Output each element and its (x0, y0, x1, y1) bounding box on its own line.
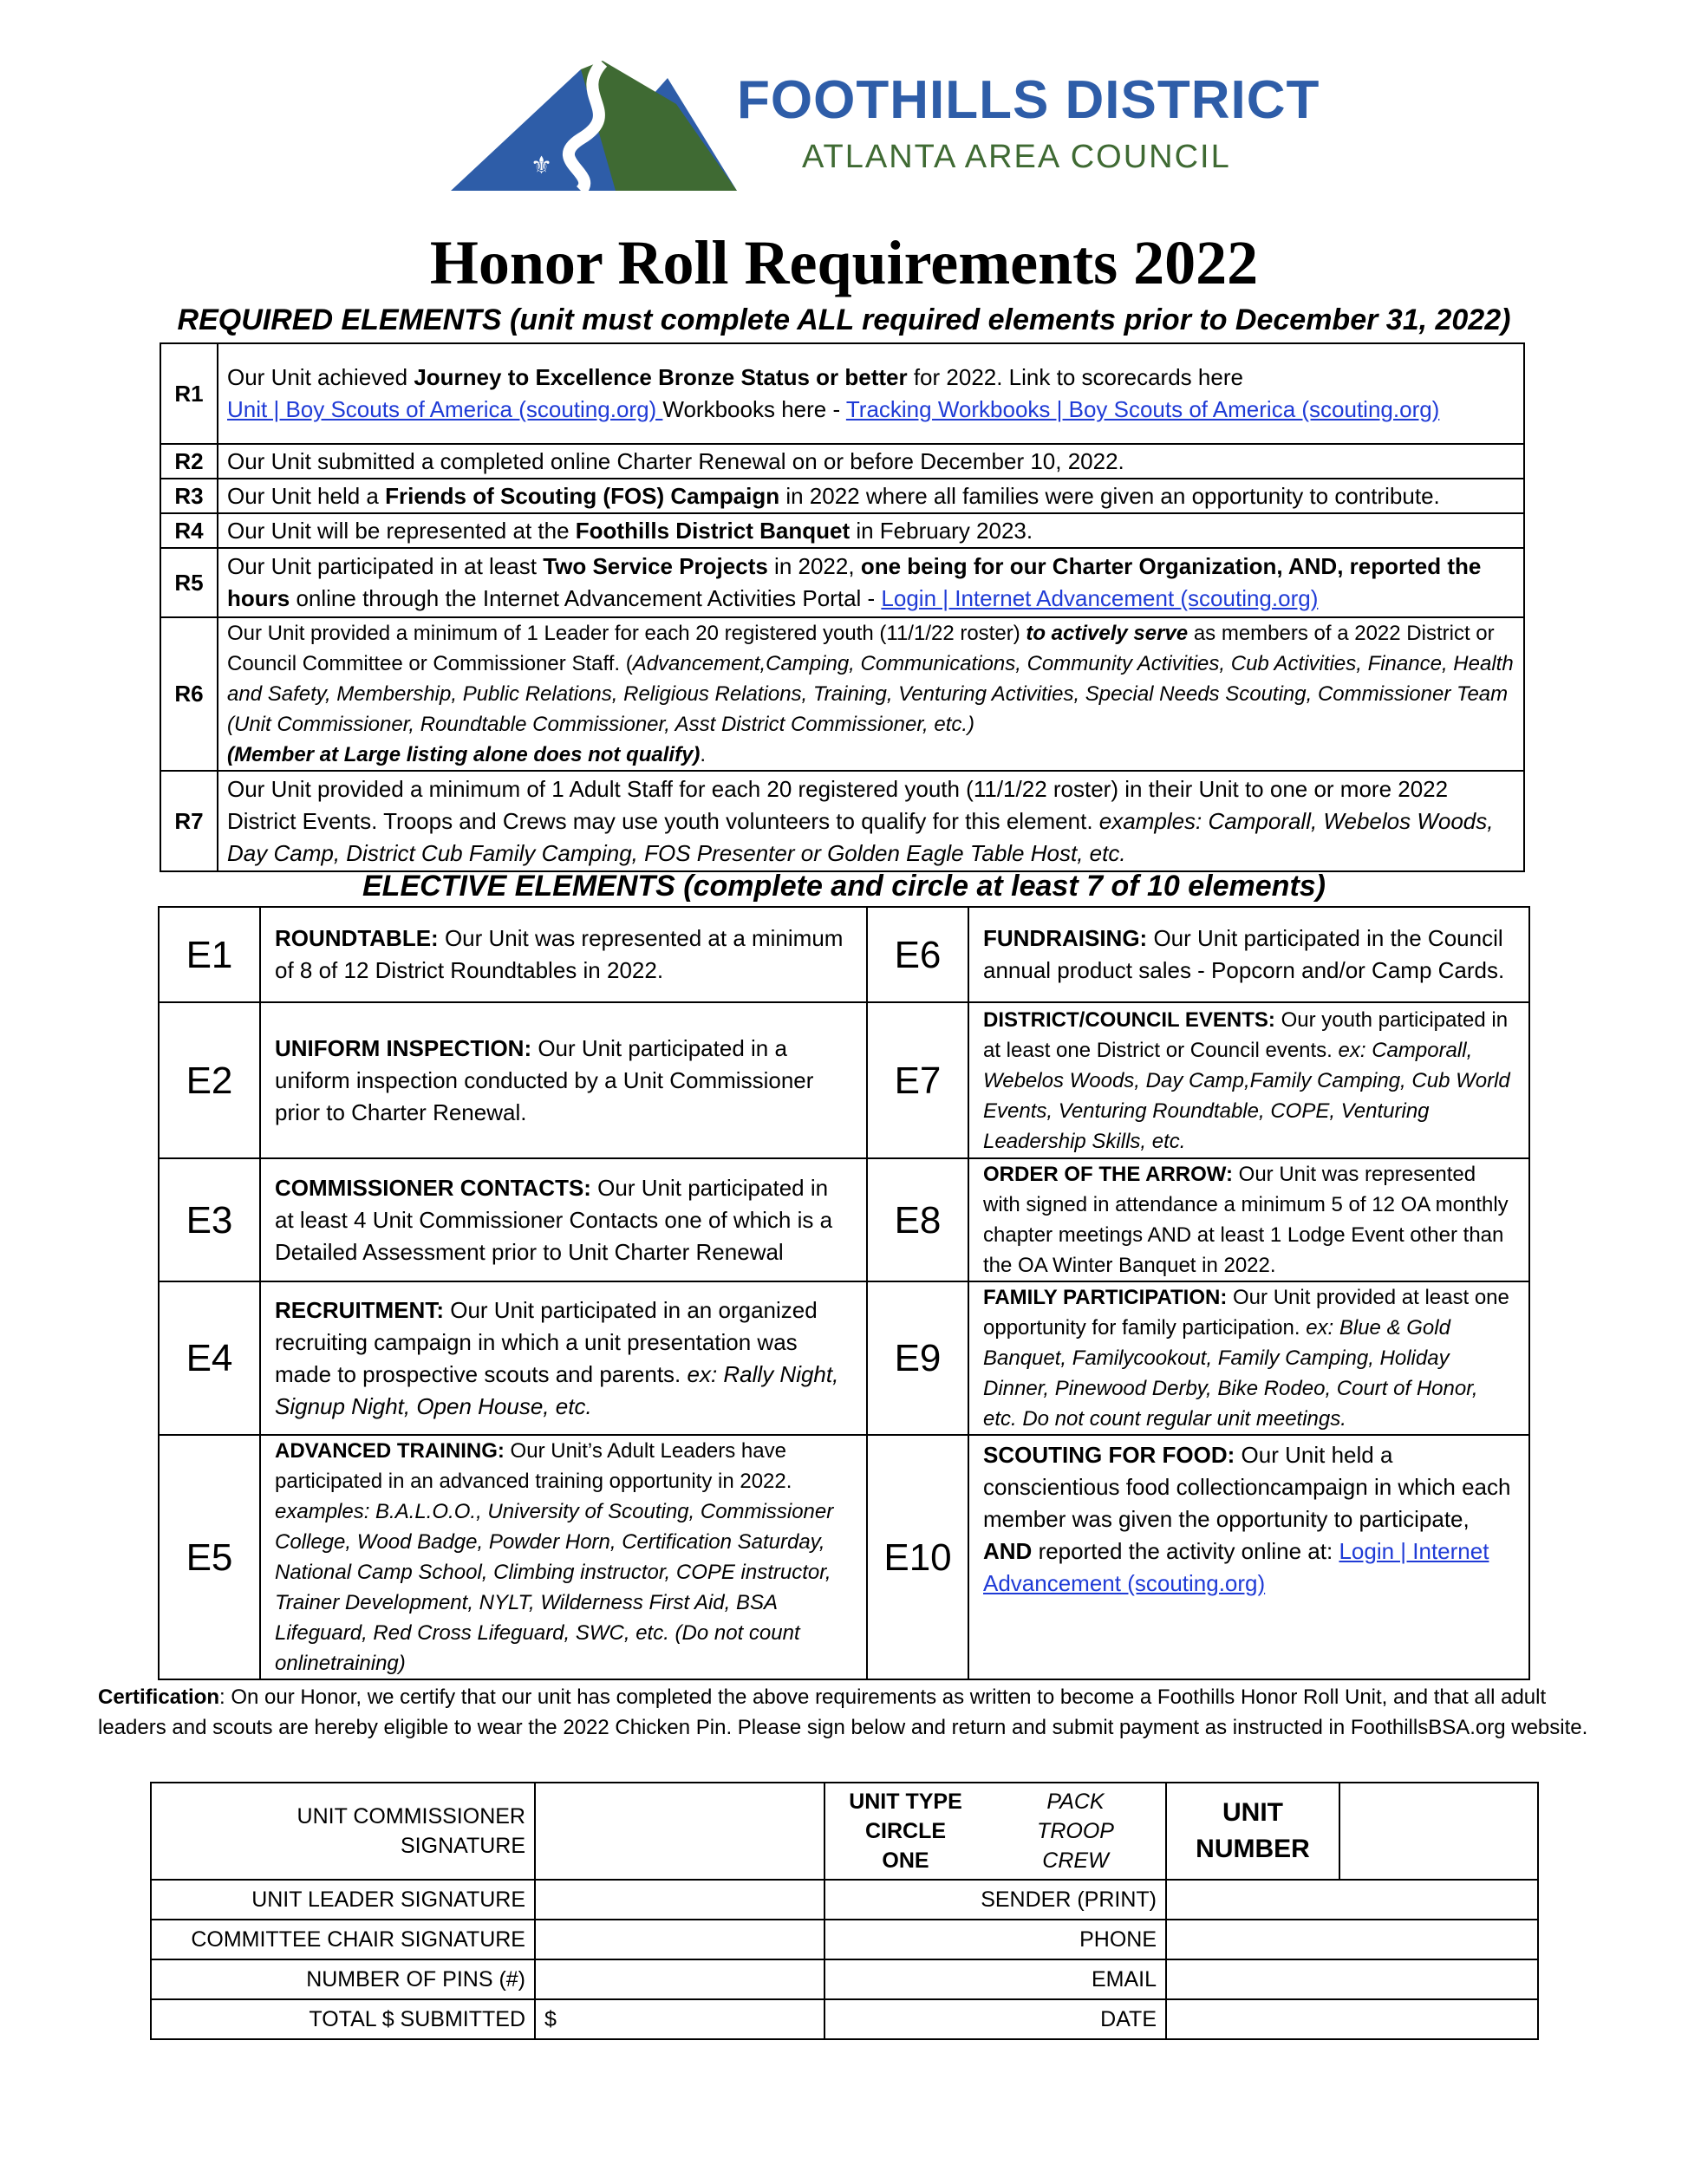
req-id: R1 (160, 343, 218, 444)
req-text: Our Unit provided a minimum of 1 Leader for each 20 registered youth (11/1/22 roster) to actively serve as members of a 2022 District or Council Committee or Commissioner Staff. (Advancement,Camping, Communications, Community Activities, Cub Activities, Finance, Health and Safety, Membership, Public Relations, Religious Relations, Training, Venturing Activities, Special Needs Scouting, Commissioner Team (Unit Commissioner, Roundtable Commissioner, Asst District Commissioner, etc.) (Member at Large listing alone does not qualify). (218, 617, 1524, 771)
req-text: Our Unit provided a minimum of 1 Adult Staff for each 20 registered youth (11/1/22 roster) in their Unit to one or more 2022 District Events. Troops and Crews may use youth volunteers to qualify for this element. examples: Camporall, Webelos Woods, Day Camp, District Cub Family Camping, FOS Presenter or Golden Eagle Table Host, etc. (218, 771, 1524, 871)
required-row (160, 548, 1524, 617)
req-id: R3 (160, 479, 218, 513)
committee-chair-label: COMMITTEE CHAIR SIGNATURE (151, 1920, 535, 1959)
elective-table (158, 906, 1530, 1680)
req-id: R4 (160, 513, 218, 548)
svg-text:⚜: ⚜ (531, 151, 553, 179)
elective-text: FAMILY PARTICIPATION: Our Unit provided at least one opportunity for family participation. ex: Blue & Gold Banquet, Familycookout, Family Camping, Holiday Dinner, Pinewood Derby, Bike Rodeo, Court of Honor, etc. Do not count regular unit meetings. (968, 1281, 1529, 1435)
required-row (160, 513, 1524, 548)
unit-number-field[interactable] (1339, 1783, 1538, 1880)
elective-id: E1 (159, 907, 260, 1002)
elective-id: E3 (159, 1158, 260, 1281)
elective-text: UNIFORM INSPECTION: Our Unit participated in a uniform inspection conducted by a Unit Commissioner prior to Charter Renewal. (260, 1002, 867, 1158)
elective-id: E9 (867, 1281, 968, 1435)
advancement-link[interactable]: Login | Internet Advancement (scouting.org) (983, 1538, 1489, 1596)
elective-id: E5 (159, 1435, 260, 1679)
email-label: EMAIL (824, 1959, 1166, 1999)
elective-id: E6 (867, 907, 968, 1002)
logo-subtitle: ATLANTA AREA COUNCIL (802, 139, 1231, 175)
workbooks-link[interactable]: Tracking Workbooks | Boy Scouts of America (scouting.org) (845, 396, 1440, 422)
phone-label: PHONE (824, 1920, 1166, 1959)
req-text: Our Unit achieved Journey to Excellence Bronze Status or better for 2022. Link to scorecards here Unit | Boy Scouts of America (scouting.org) Workbooks here - Tracking Workbooks | Boy Scouts of America (scouting.org) (218, 343, 1524, 444)
total-field[interactable]: $ (535, 1999, 824, 2039)
pins-label: NUMBER OF PINS (#) (151, 1959, 535, 1999)
elective-text: RECRUITMENT: Our Unit participated in an organized recruiting campaign in which a unit presentation was made to prospective scouts and parents. ex: Rally Night, Signup Night, Open House, etc. (260, 1281, 867, 1435)
elective-text: COMMISSIONER CONTACTS: Our Unit participated in at least 4 Unit Commissioner Contacts one of which is a Detailed Assessment prior to Unit Charter Renewal (260, 1158, 867, 1281)
req-text: Our Unit held a Friends of Scouting (FOS) Campaign in 2022 where all families were given an opportunity to contribute. (218, 479, 1524, 513)
unit-leader-label: UNIT LEADER SIGNATURE (151, 1880, 535, 1920)
required-row (160, 617, 1524, 771)
req-id: R2 (160, 444, 218, 479)
elective-row (159, 1002, 1529, 1158)
advancement-link[interactable]: Login | Internet Advancement (scouting.org) (881, 585, 1319, 611)
required-row (160, 771, 1524, 871)
elective-text: DISTRICT/COUNCIL EVENTS: Our youth participated in at least one District or Council events. ex: Camporall, Webelos Woods, Day Camp,Family Camping, Cub World Events, Venturing Roundtable, COPE, Venturing Leadership Skills, etc. (968, 1002, 1529, 1158)
signature-table (150, 1782, 1539, 2040)
mountain-logo-icon (451, 52, 746, 208)
elective-row (159, 1281, 1529, 1435)
req-text: Our Unit will be represented at the Foothills District Banquet in February 2023. (218, 513, 1524, 548)
elective-text: FUNDRAISING: Our Unit participated in the Council annual product sales - Popcorn and/or Camp Cards. (968, 907, 1529, 1002)
elective-id: E7 (867, 1002, 968, 1158)
elective-heading: ELECTIVE ELEMENTS (complete and circle at least 7 of 10 elements) (362, 870, 1326, 903)
unit-leader-signature-field[interactable] (535, 1880, 824, 1920)
elective-row (159, 907, 1529, 1002)
required-heading: REQUIRED ELEMENTS (unit must complete ALL required elements prior to December 31, 2022) (177, 303, 1511, 336)
elective-id: E4 (159, 1281, 260, 1435)
phone-field[interactable] (1166, 1920, 1538, 1959)
email-field[interactable] (1166, 1959, 1538, 1999)
sender-field[interactable] (1166, 1880, 1538, 1920)
elective-text: ROUNDTABLE: Our Unit was represented at a minimum of 8 of 12 District Roundtables in 2022. (260, 907, 867, 1002)
elective-row (159, 1158, 1529, 1281)
unit-type-label: UNIT TYPE CIRCLE ONE (824, 1783, 986, 1880)
req-id: R7 (160, 771, 218, 871)
certification-text: Certification: On our Honor, we certify that our unit has completed the above requirements as written to become a Foothills Honor Roll Unit, and that all adult leaders and scouts are hereby eligible to wear the 2022 Chicken Pin. Please sign below and return and submit payment as instructed in FoothillsBSA.org website. (98, 1685, 1588, 1739)
elective-id: E2 (159, 1002, 260, 1158)
elective-text: ORDER OF THE ARROW: Our Unit was represented with signed in attendance a minimum 5 of 12 OA monthly chapter meetings AND at least 1 Lodge Event other than the OA Winter Banquet in 2022. (968, 1158, 1529, 1281)
unit-number-label: UNIT NUMBER (1166, 1783, 1339, 1880)
req-text: Our Unit submitted a completed online Charter Renewal on or before December 10, 2022. (218, 444, 1524, 479)
district-logo (451, 52, 1320, 208)
elective-text: ADVANCED TRAINING: Our Unit’s Adult Leaders have participated in an advanced training opportunity in 2022. examples: B.A.L.O.O., University of Scouting, Commissioner College, Wood Badge, Powder Horn, Certification Saturday, National Camp School, Climbing instructor, COPE instructor, Trainer Development, NYLT, Wilderness First Aid, BSA Lifeguard, Red Cross Lifeguard, SWC, etc. (Do not count onlinetraining) (260, 1435, 867, 1679)
page-title: Honor Roll Requirements 2022 (429, 228, 1259, 297)
required-row (160, 479, 1524, 513)
req-id: R6 (160, 617, 218, 771)
scorecard-link[interactable]: Unit | Boy Scouts of America (scouting.org) (227, 396, 663, 422)
required-table (160, 342, 1525, 872)
date-label: DATE (824, 1999, 1166, 2039)
elective-id: E10 (867, 1435, 968, 1679)
committee-chair-signature-field[interactable] (535, 1920, 824, 1959)
unit-commissioner-signature-field[interactable] (535, 1783, 824, 1880)
pins-field[interactable] (535, 1959, 824, 1999)
required-row (160, 343, 1524, 444)
elective-text: SCOUTING FOR FOOD: Our Unit held a conscientious food collectioncampaign in which each member was given the opportunity to participate, AND reported the activity online at: Login | Internet Advancement (scouting.org) (968, 1435, 1529, 1679)
unit-commissioner-label: UNIT COMMISSIONER SIGNATURE (151, 1783, 535, 1880)
req-text: Our Unit participated in at least Two Service Projects in 2022, one being for our Charter Organization, AND, reported the hours online through the Internet Advancement Activities Portal - Login | Internet Advancement (scouting.org) (218, 548, 1524, 617)
required-row (160, 444, 1524, 479)
logo-title: FOOTHILLS DISTRICT (737, 70, 1320, 130)
elective-id: E8 (867, 1158, 968, 1281)
unit-type-options[interactable]: PACK TROOP CREW (986, 1783, 1166, 1880)
sender-label: SENDER (PRINT) (824, 1880, 1166, 1920)
date-field[interactable] (1166, 1999, 1538, 2039)
elective-row (159, 1435, 1529, 1679)
total-label: TOTAL $ SUBMITTED (151, 1999, 535, 2039)
req-id: R5 (160, 548, 218, 617)
